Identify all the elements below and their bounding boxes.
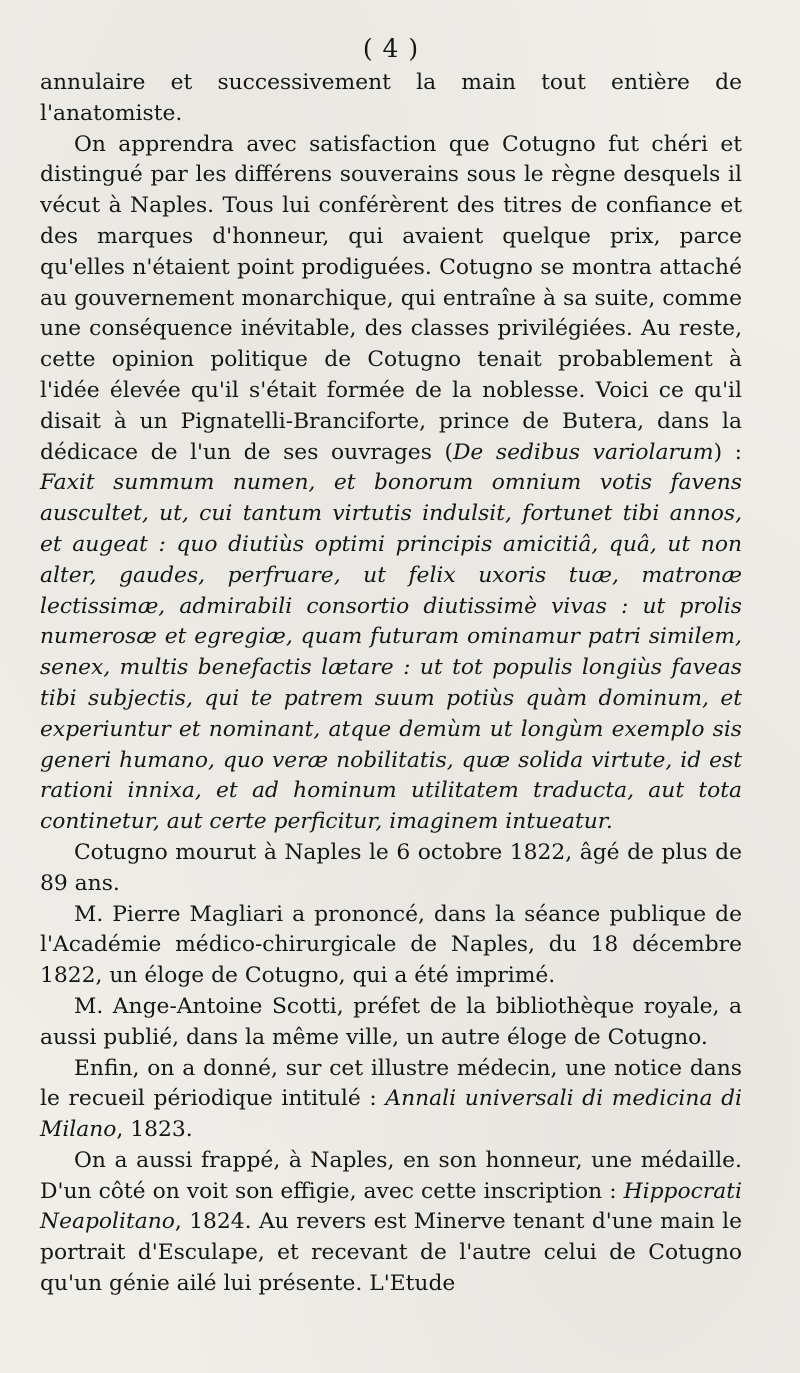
paragraph-medal	[40, 1146, 742, 1300]
paragraph-cotugno-honors	[40, 130, 742, 838]
paragraph-text: ) :	[713, 439, 742, 465]
paragraph-notice	[40, 1054, 742, 1146]
journal-title: Annali universali di medicina di Milano	[40, 1086, 742, 1143]
paragraph-scotti-eloge: M. Ange-Antoine Scotti, préfet de la bibliothèque royale, a aussi publié, dans la même ville, un autre éloge de Cotugno.	[40, 993, 742, 1050]
latin-dedication-quote: Faxit summum numen, et bonorum omnium votis favens auscultet, ut, cui tantum virtutis indulsit, fortunet tibi annos, et augeat : quo diutiùs optimi principis amicitiâ, quâ, ut non alter, gaudes, perfruare, ut felix uxoris tuæ, matronæ lectissimæ, admirabili consortio diutissimè vivas : ut prolis numerosæ et egregiæ, quam futuram ominamur patri similem, senex, multis benefactis lætare : ut tot populis longiùs faveas tibi subjectis, qui te patrem suum potiùs quàm dominum, et experiuntur et nominant, atque demùm ut longùm exemplo sis generi humano, quo veræ nobilitatis, quæ solida virtute, id est rationi innixa, et ad hominum utilitatem traducta, aut tota continetur, aut certe perficitur, imaginem intueatur.	[40, 470, 742, 835]
paragraph-text: On apprendra avec satisfaction que Cotugno fut chéri et distingué par les différens souverains sous le règne desquels il vécut à Naples. Tous lui conférèrent des titres de confiance et des marques d'honneur, qui avaient quelque prix, parce qu'elles n'étaient point prodiguées. Cotugno se montra attaché au gouvernement monarchique, qui entraîne à sa suite, comme une conséquence inévitable, des classes privilégiées. Au reste, cette opinion politique de Cotugno tenait probablement à l'idée élevée qu'il s'était formée de la noblesse. Voici ce qu'il disait à un Pignatelli-Branciforte, prince de Butera, dans la dédicace de l'un de ses ouvrages (	[40, 131, 742, 465]
paragraph-text: , 1824. Au revers est Minerve tenant d'une main le portrait d'Esculape, et recevant de l'autre celui de Cotugno qu'un génie ailé lui présente. L'Etude	[40, 1209, 742, 1297]
paragraph-text: , 1823.	[116, 1117, 193, 1143]
page-content	[40, 34, 742, 1300]
paragraph-anatomiste: annulaire et successivement la main tout entière de l'anatomiste.	[40, 70, 742, 126]
paragraph-text: On a aussi frappé, à Naples, en son honneur, une médaille. D'un côté on voit son effigie, avec cette inscription :	[40, 1147, 742, 1204]
work-title: De sedibus variolarum	[452, 439, 714, 465]
paragraph-text: Enfin, on a donné, sur cet illustre médecin, une notice dans le recueil périodique intitulé :	[40, 1055, 742, 1112]
paragraph-magliari-eloge: M. Pierre Magliari a prononcé, dans la séance publique de l'Académie médico-chirurgicale de Naples, du 18 décembre 1822, un éloge de Cotugno, qui a été imprimé.	[40, 901, 742, 989]
paragraph-death: Cotugno mourut à Naples le 6 octobre 1822, âgé de plus de 89 ans.	[40, 839, 742, 896]
medal-inscription: Hippocrati Neapolitano	[40, 1178, 742, 1235]
page-number: ( 4 )	[362, 34, 420, 63]
